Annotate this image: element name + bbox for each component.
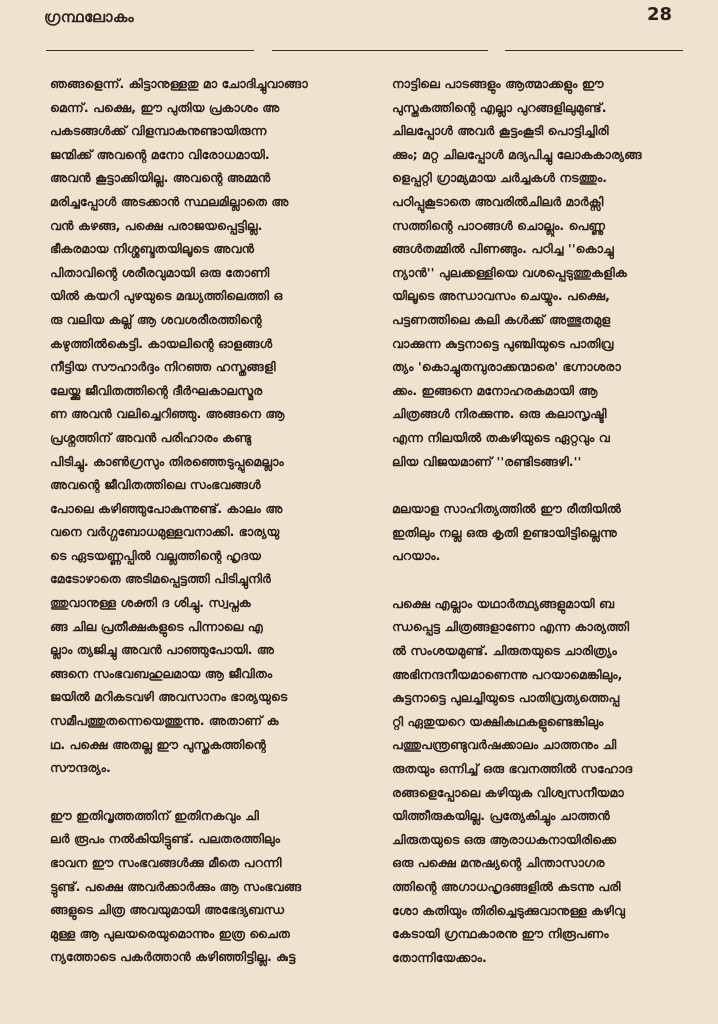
text-line: കേടായി ഗ്രന്ഥകാരനു ഈ നിരൂപണം (392, 926, 609, 942)
text-line: ക്കും; മറ്റ ചിലപ്പോൾ മദ്യപിച്ചു ലോകകാര്യങ്ങ (392, 146, 642, 162)
text-line: ത്യം 'കൊച്ചുതമ്പുരാക്കന്മാരെ' ഭഗ്നാശരാ (392, 359, 621, 375)
text-line: എന്ന നിലയിൽ തകഴിയുടെ ഏറ്റവും വ (392, 429, 610, 445)
text-line: പറയാം. (392, 548, 441, 564)
text-line: കഴുത്തിൽകെട്ടി. കായലിന്റെ ഓളങ്ങൾ (50, 335, 273, 351)
text-line: ത്തിന്റെ അഗാധഹൃദങ്ങളിൽ കടന്നു പരി (392, 879, 621, 894)
text-line: ലേയ്ക്കു ജീവിതത്തിന്റെ ദീർഘകാലസ്മര (50, 382, 263, 398)
paragraph (392, 592, 692, 970)
text-line: മലയാള സാഹിത്യത്തിൽ ഈ രീതിയിൽ (392, 501, 621, 517)
text-line: ചിത്രങ്ങൾ നിരക്കുന്നു. ഒരു കലാസൃഷ്ടി (392, 406, 607, 422)
text-line: ഞങ്ങളെന്ന്. കിട്ടാനുള്ളതു മാ ചോദിച്ചുവാങ്ങാ (50, 76, 308, 91)
text-line: ങ്ങളുടെ ചിത്ര അവയുമായി അഭേദ്യബന്ധ (50, 902, 285, 918)
text-line: ശോ കതിയും തിരിച്ചെടുക്കുവാനുള്ള കഴിവു (392, 902, 625, 918)
text-line: കുട്ടനാട്ടെ പുലച്ചിയുടെ പാതിവ്രത്യത്തെപ്പ (392, 690, 620, 706)
text-line: വൻ കഴങ്ങ, പക്ഷെ പരാജയപ്പെട്ടില്ല. (50, 217, 263, 233)
text-line: പിതാവിന്റെ ശരീരവുമായി ഒരു തോണി (50, 264, 270, 280)
text-line: മേടോഴാതെ അടിമപ്പെട്ടത്തി പിടിച്ചുനിർ (50, 571, 271, 587)
text-line: സൗന്ദര്യം. (50, 760, 111, 776)
text-line: ജയിൽ മറികടവഴി അവസാനം ഭാര്യയുടെ (50, 689, 288, 705)
paragraph-gap (392, 568, 692, 592)
text-line: ഥ. പക്ഷെ അതല്ല ഈ പുസ്തകത്തിന്റെ (50, 736, 266, 752)
text-line: ങ്ങൾതമ്മിൽ പിണങ്ങും. പഠിച്ച ''കൊച്ചു (392, 241, 614, 257)
text-line: വാക്കുന്ന കുട്ടനാട്ടെ പുഞ്ചിയുടെ പാതിവ്ര (392, 335, 614, 351)
text-line: ണ അവൻ വലിച്ചെറിഞ്ഞു. അങ്ങനെ ആ (50, 406, 285, 422)
text-line: അഭിനന്ദനീയമാണെന്നു പറയാമെങ്കിലും, (392, 666, 623, 682)
left-column (50, 72, 365, 969)
text-line: പുസ്തകത്തിന്റെ എല്ലാ പുറങ്ങളിലുമുണ്ട്. (392, 99, 607, 115)
text-line: രുതയും ഒന്നിച്ച് ഒരു ഭവനത്തിൽ സഹോദ (392, 761, 633, 777)
text-line: ഈ ഇതിവൃത്തത്തിന് ഇതിനകവും ചി (50, 807, 259, 823)
text-line: മുള്ള ആ പുലയരെയുമൊന്നും ഇത്ര ചൈത (50, 925, 290, 941)
text-line: ട്ടുണ്ട്. പക്ഷെ അവർക്കാർക്കും ആ സംഭവങ്ങ (50, 878, 302, 894)
text-line: രങ്ങളെപ്പോലെ കഴിയുക വിശ്വസനീയമാ (392, 784, 624, 800)
text-line: മരിച്ചപ്പോൾ അടക്കാൻ സ്ഥലമില്ലാതെ അ (50, 193, 289, 209)
text-line: അവന്റെ ജീവിതത്തിലെ സംഭവങ്ങൾ (50, 477, 261, 493)
text-line: യിൽ കയറി പുഴയുടെ മദ്ധ്യത്തിലെത്തി ഒ (50, 288, 283, 304)
text-line: നീട്ടിയ സൗഹാർദ്ദം നിറഞ്ഞ ഹസ്തങ്ങളി (50, 359, 276, 375)
text-line: റ്റി ഏതുയറെ യക്ഷികഥകളുണ്ടെങ്കിലും (392, 713, 604, 729)
text-line: ത്തുവാനുള്ള ശക്തി ദ ശിച്ചു. സ്വപ്നക (50, 595, 251, 611)
text-line: ലർ രൂപം നൽകിയിട്ടുണ്ട്. പലതരത്തിലും (50, 831, 280, 847)
text-line: പഠിപ്പുകൂടാതെ അവരിൽചിലർ മാർക്സി (392, 193, 604, 209)
text-line: ങ്ങ ചില പ്രതീക്ഷകളുടെ പിന്നാലെ എ (50, 618, 263, 634)
paragraph (392, 497, 692, 568)
text-line: ല്ലാം ത്യജിച്ചു അവൻ പാഞ്ഞുപോയി. അ (50, 642, 274, 658)
text-line: ങ്ങനെ സംഭവബഹുലമായ ആ ജീവിതം (50, 665, 273, 681)
text-line: പകടങ്ങൾക്ക് വിളമ്പാകനുണ്ടായിരുന്ന (50, 123, 267, 139)
text-line: ലിയ വിജയമാണ് ''രണ്ടിടങ്ങഴി.'' (392, 453, 582, 469)
page-number: 28 (646, 4, 672, 25)
text-line: അവൻ കൂട്ടാക്കിയില്ല. അവന്റെ അമ്മൻ (50, 170, 271, 186)
text-line: ന്യത്തോടെ പകർത്താൻ കഴിഞ്ഞിട്ടില്ല. കുട്ട (50, 949, 296, 965)
text-line: പിടിച്ചു. കാൺഗ്രസും തിരഞ്ഞെടുപ്പുമെല്ലാം (50, 453, 284, 469)
header-rule (505, 50, 683, 51)
text-line: സത്തിന്റെ പാഠങ്ങൾ ചൊല്ലും. പെണ്ണു (392, 217, 606, 233)
paragraph (50, 72, 365, 780)
text-line: പട്ടണത്തിലെ കലി കൾക്ക് അത്ഭുതമുള (392, 311, 611, 327)
text-line: യിത്തീരുകയില്ല. പ്രത്യേകിച്ചും ചാത്തൻ (392, 808, 610, 824)
paragraph-gap (50, 780, 365, 804)
text-line: നാട്ടിലെ പാടങ്ങളും ആത്മാക്കളും ഈ (392, 76, 604, 91)
text-line: വനെ വർഗ്ഗബോധമുള്ളവനാക്കി. ഭാര്യയു (50, 524, 280, 540)
text-line: ടെ ഏടയണ്ണപ്പിൽ വല്ലത്തിന്റെ ഹൃദയ (50, 547, 262, 563)
text-line: ന്ധപ്പെട്ട ചിത്രങ്ങളാണോ എന്ന കാര്യത്തി (392, 619, 630, 635)
text-line: പോലെ കഴിഞ്ഞുപോകുന്നുണ്ട്. കാലം അ (50, 500, 283, 516)
text-line: ഭീകരമായ നിശ്ശബ്ദതയിലൂടെ അവൻ (50, 241, 255, 257)
text-line: ളെപ്പറ്റി ഗ്രാമ്യമായ ചർച്ചകൾ നടത്തും. (392, 170, 608, 186)
text-line: ക്കം. ഇങ്ങനെ മനോഹരകമായി ആ (392, 382, 598, 398)
text-line: പ്രശ്നത്തിന് അവൻ പരിഹാരം കണ്ടു (50, 429, 252, 445)
text-line: ഒരു പക്ഷെ മനുഷ്യന്റെ ചിന്താസാഗര (392, 855, 605, 871)
text-line: പക്ഷെ എല്ലാം യഥാർത്ഥ്യങ്ങളുമായി ബ (392, 595, 615, 611)
text-line: മെന്ന്. പക്ഷെ, ഈ പുതിയ പ്രകാശം അ (50, 99, 280, 115)
paragraph (392, 72, 692, 473)
paragraph (50, 804, 365, 969)
text-line: ചിരുതയുടെ ഒരു ആരാധകനായിരിക്കെ (392, 831, 617, 847)
text-line: ഇതിലും നല്ല ഒരു കൃതി ഉണ്ടായിട്ടില്ലെന്നു (392, 524, 617, 540)
text-line: ജന്മിക്ക് അവന്റെ മനോ വിരോധമായി. (50, 146, 270, 162)
running-header: ഗ്രന്ഥലോകം (44, 8, 135, 26)
text-line: സമീപത്തുതന്നെയെത്തുന്നു. അതാണ് ക (50, 713, 279, 729)
text-line: യിലൂടെ അന്ധാവസം ചെയ്യും. പക്ഷെ, (392, 288, 610, 304)
text-line: ഭാവന ഈ സംഭവങ്ങൾക്കു മീതെ പറന്നി (50, 855, 282, 870)
text-line: ൽ സംശയമുണ്ട്. ചിരുതയുടെ ചാരിത്ര്യം (392, 643, 617, 659)
paragraph-gap (392, 473, 692, 497)
text-line: രു വലിയ കല്ല് ആ ശവശരീരത്തിന്റെ (50, 311, 262, 327)
header-rule (46, 50, 254, 51)
text-line: തോന്നിയേക്കാം. (392, 949, 487, 965)
text-line: ന്യാൻ'' പുലക്കള്ളിയെ വശപ്പെടുത്തുകളിക (392, 264, 627, 280)
text-line: ചിലപ്പോൾ അവർ കൂട്ടംകൂടി പൊട്ടിച്ചിരി (392, 123, 609, 139)
text-line: പത്തുപന്ത്രണ്ടുവർഷക്കാലം ചാത്തനും ചി (392, 737, 617, 753)
right-column (392, 72, 692, 969)
header-rule (272, 50, 488, 51)
